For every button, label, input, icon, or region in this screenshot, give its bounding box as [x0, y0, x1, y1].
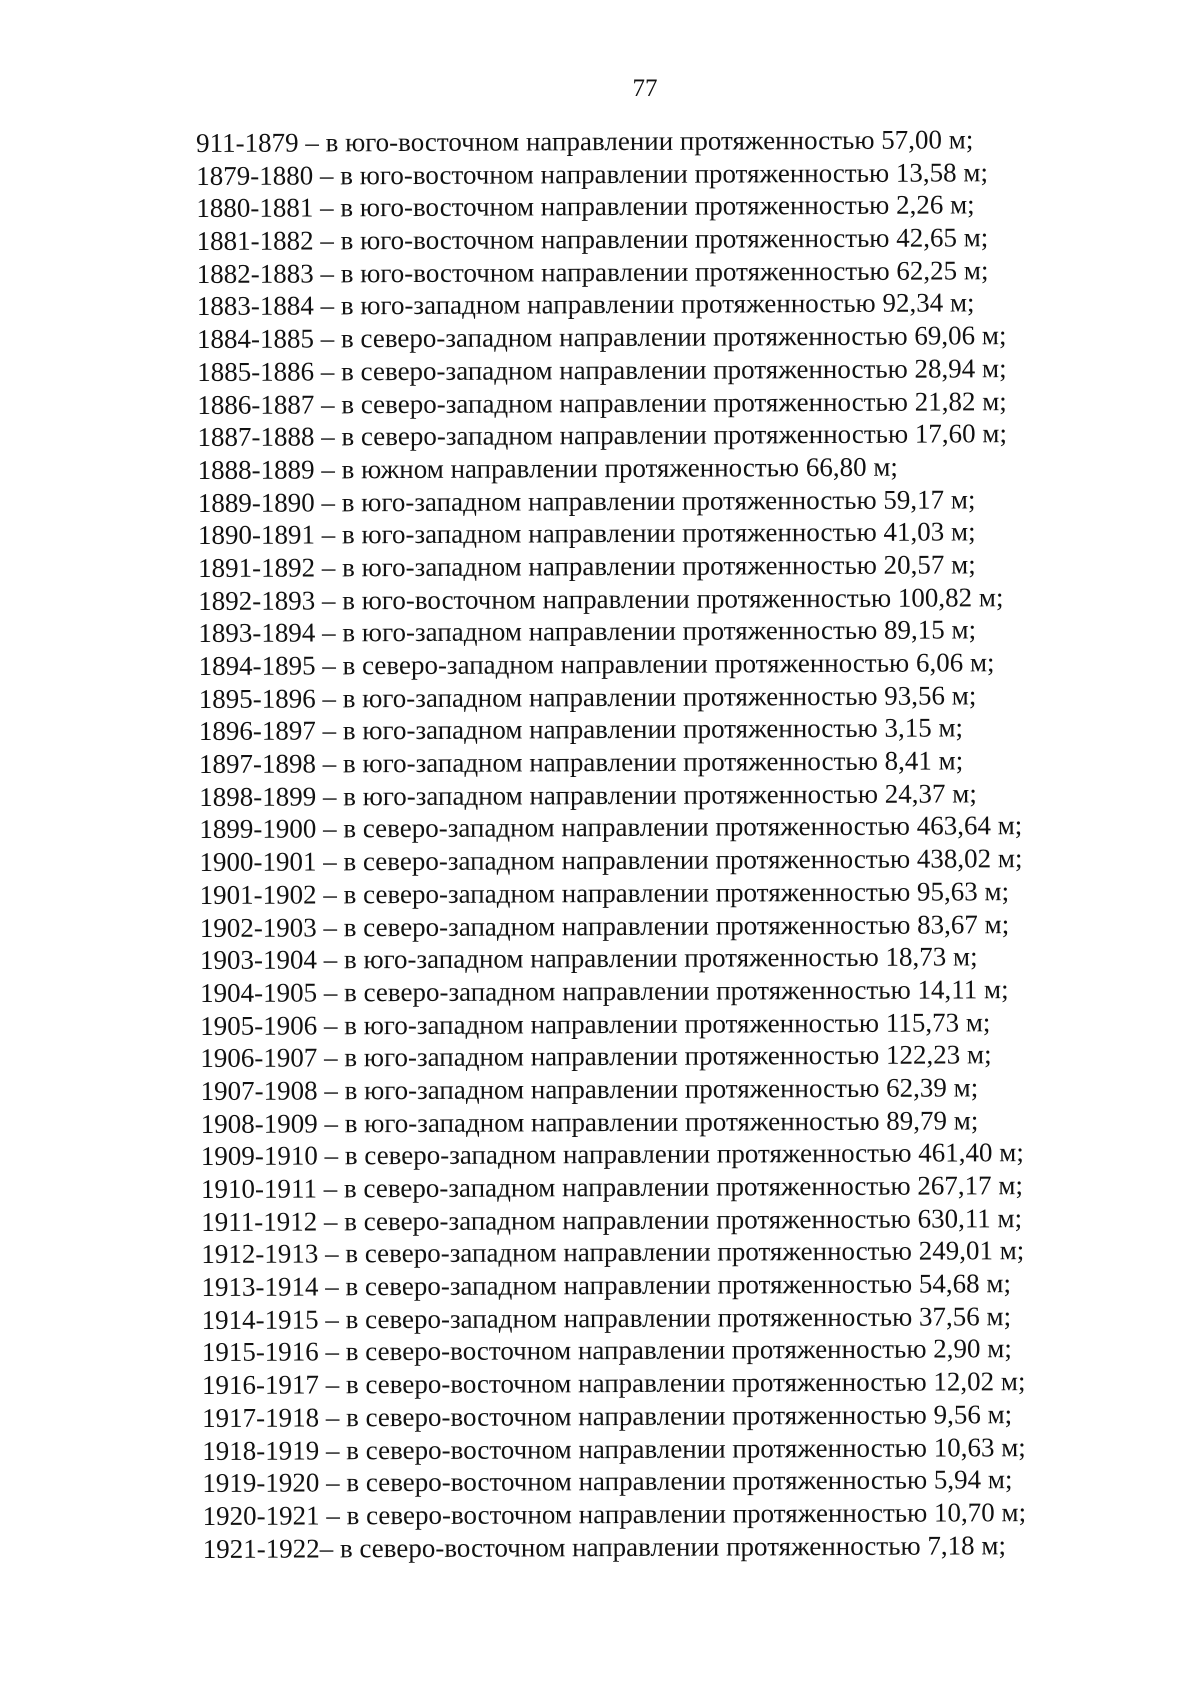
segment-line: 1893-1894 – в юго-западном направлении протяженностью 89,15 м; — [198, 614, 977, 649]
segment-line: 1882-1883 – в юго-восточном направлении протяженностью 62,25 м; — [196, 255, 989, 289]
segment-line: 1903-1904 – в юго-западном направлении протяженностью 18,73 м; — [199, 941, 978, 976]
segment-line: 1888-1889 – в южном направлении протяженностью 66,80 м; — [197, 451, 898, 485]
segment-line: 1902-1903 – в северо-западном направлении протяженностью 83,67 м; — [199, 908, 1010, 943]
segment-line: 1921-1922– в северо-восточном направлении протяженностью 7,18 м; — [202, 1529, 1007, 1564]
segment-line: 1892-1893 – в юго-восточном направлении протяженностью 100,82 м; — [198, 581, 1004, 616]
segment-line: 1914-1915 – в северо-западном направлении протяженностью 37,56 м; — [201, 1300, 1012, 1335]
segment-line: 1904-1905 – в северо-западном направлении протяженностью 14,11 м; — [200, 974, 1009, 1008]
segment-line: 1898-1899 – в юго-западном направлении протяженностью 24,37 м; — [199, 778, 977, 812]
segment-line: 1880-1881 – в юго-восточном направлении протяженностью 2,26 м; — [196, 189, 975, 224]
segment-line: 1879-1880 – в юго-восточном направлении протяженностью 13,58 м; — [196, 156, 989, 191]
segment-line: 1911-1912 – в северо-западном направлении протяженностью 630,11 м; — [201, 1202, 1023, 1237]
segment-line: 1913-1914 – в северо-западном направлении протяженностью 54,68 м; — [201, 1268, 1011, 1303]
segment-line: 1909-1910 – в северо-западном направлении протяженностью 461,40 м; — [200, 1137, 1024, 1172]
segment-line: 1899-1900 – в северо-западном направлении протяженностью 463,64 м; — [199, 810, 1023, 845]
segment-line: 1890-1891 – в юго-западном направлении протяженностью 41,03 м; — [197, 516, 976, 551]
segment-line: 1919-1920 – в северо-восточном направлении протяженностью 5,94 м; — [202, 1464, 1013, 1499]
segment-line: 1895-1896 – в юго-западном направлении протяженностью 93,56 м; — [198, 680, 977, 714]
segment-line: 1905-1906 – в юго-западном направлении протяженностью 115,73 м; — [200, 1006, 991, 1041]
segment-line: 1912-1913 – в северо-западном направлении протяженностью 249,01 м; — [201, 1235, 1025, 1270]
segment-line: 1900-1901 – в северо-западном направлении протяженностью 438,02 м; — [199, 843, 1023, 878]
segment-line: 1884-1885 – в северо-западном направлении протяженностью 69,06 м; — [196, 320, 1007, 355]
boundary-segment-list — [196, 122, 1193, 1565]
segment-line: 1897-1898 – в юго-западном направлении протяженностью 8,41 м; — [198, 745, 964, 780]
segment-line: 1886-1887 – в северо-западном направлении протяженностью 21,82 м; — [197, 385, 1007, 420]
segment-line: 1906-1907 – в юго-западном направлении протяженностью 122,23 м; — [200, 1039, 992, 1074]
segment-line: 1901-1902 – в северо-западном направлении протяженностью 95,63 м; — [199, 875, 1010, 910]
segment-line: 1889-1890 – в юго-западном направлении протяженностью 59,17 м; — [197, 483, 976, 518]
segment-line: 1891-1892 – в юго-западном направлении протяженностью 20,57 м; — [198, 549, 976, 583]
segment-line: 1910-1911 – в северо-западном направлении протяженностью 267,17 м; — [200, 1170, 1024, 1204]
segment-line: 1896-1897 – в юго-западном направлении протяженностью 3,15 м; — [198, 712, 964, 747]
segment-line: 1918-1919 – в северо-восточном направлении протяженностью 10,63 м; — [202, 1431, 1026, 1466]
segment-line: 1916-1917 – в северо-восточном направлении протяженностью 12,02 м; — [201, 1366, 1026, 1401]
segment-line: 1887-1888 – в северо-западном направлении протяженностью 17,60 м; — [197, 418, 1007, 453]
segment-line: 1915-1916 – в северо-восточном направлении протяженностью 2,90 м; — [201, 1333, 1012, 1368]
segment-line: 1885-1886 – в северо-западном направлении протяженностью 28,94 м; — [197, 352, 1007, 387]
segment-line: 1908-1909 – в юго-западном направлении протяженностью 89,79 м; — [200, 1104, 979, 1139]
segment-line: 1881-1882 – в юго-восточном направлении протяженностью 42,65 м; — [196, 222, 989, 257]
segment-line: 911-1879 – в юго-восточном направлении протяженностью 57,00 м; — [196, 124, 974, 158]
segment-line: 1883-1884 – в юго-западном направлении протяженностью 92,34 м; — [196, 287, 975, 322]
segment-line: 1920-1921 – в северо-восточном направлении протяженностью 10,70 м; — [202, 1496, 1027, 1531]
segment-line: 1917-1918 – в северо-восточном направлении протяженностью 9,56 м; — [202, 1398, 1013, 1433]
segment-line: 1894-1895 – в северо-западном направлении протяженностью 6,06 м; — [198, 647, 995, 681]
segment-line: 1907-1908 – в юго-западном направлении протяженностью 62,39 м; — [200, 1072, 979, 1106]
page-number: 77 — [632, 75, 658, 102]
